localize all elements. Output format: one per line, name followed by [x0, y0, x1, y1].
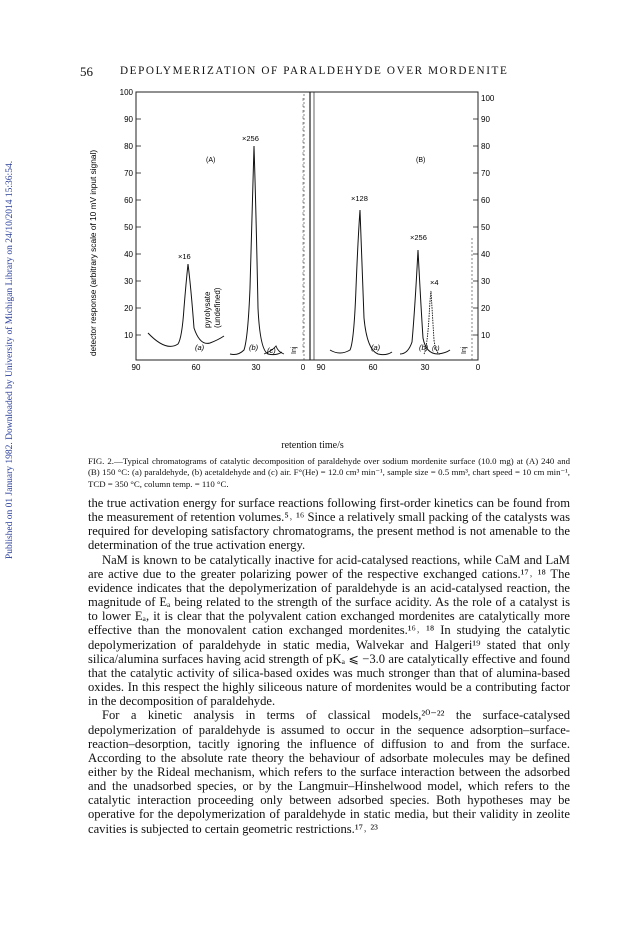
- trace-A-peak-b: [230, 146, 282, 355]
- inj-label-B: Inj: [461, 346, 468, 354]
- y-tick-right-100: 100: [481, 94, 495, 103]
- inj-label-A: Inj: [291, 346, 298, 354]
- y-tick-right-70: 70: [481, 169, 490, 178]
- trace-B-peak-a: [330, 210, 392, 355]
- x-tick-right-30: 30: [420, 363, 430, 372]
- trace-B-peak-b: [400, 250, 450, 354]
- peak-label-A-c: (c): [267, 346, 276, 355]
- x-tick-right-60: 60: [368, 363, 378, 372]
- multiplier-B-c: ×4: [430, 278, 439, 287]
- paragraph-1: the true activation energy for surface reactions following first-order kinetics can be found from the measurement of retention volumes.⁵˒ ¹⁶ Since a relatively small packing of the catalysts was required for developing satisfactory chromatograms, the present method is not amenable to the determination of the true activation energy.: [88, 496, 570, 553]
- plot-frame: [136, 92, 478, 360]
- multiplier-B-b: ×256: [410, 233, 427, 242]
- y-tick-90: 90: [124, 115, 133, 124]
- peak-label-B-b: (b): [419, 343, 429, 352]
- y-tick-right-50: 50: [481, 223, 490, 232]
- y-tick-60: 60: [124, 196, 133, 205]
- x-tick-left-90: 90: [131, 363, 141, 372]
- pyrolysate-note: (undefined): [213, 287, 222, 328]
- peak-label-A-a: (a): [195, 343, 205, 352]
- y-tick-right-30: 30: [481, 277, 490, 286]
- peak-label-B-c: (c): [432, 345, 440, 352]
- chromatogram-figure: [88, 88, 508, 438]
- pyrolysate-label: pyrolysate: [203, 291, 212, 328]
- x-tick-left-0: 0: [300, 363, 306, 372]
- y-tick-80: 80: [124, 142, 133, 151]
- figure-caption: FIG. 2.—Typical chromatograms of catalytic decomposition of paraldehyde over sodium mordenite surface (10.0 mg) at (A) 240 and (B) 150 °C: (a) paraldehyde, (b) acetaldehyde and (c) air. F°(He) = 12.0 cm³ min⁻¹, sample size = 0.5 mm³, chart speed = 10 cm min⁻¹, TCD = 350 °C, column temp. = 110 °C.: [88, 456, 570, 489]
- y-axis-label: detector response (arbitrary scale of 10 mV input signal): [88, 149, 98, 357]
- x-axis-label: retention time/s: [281, 440, 344, 451]
- download-watermark: [2, 80, 18, 640]
- download-note: Published on 01 January 1982. Downloaded by University of Michigan Library on 24/10/2014 15:36:54.: [5, 160, 15, 560]
- paragraph-2: NaM is known to be catalytically inactive for acid-catalysed reactions, while CaM and LaM are active due to the greater polarizing power of the respective exchanged cations.¹⁷˒ ¹⁸ The evidence indicates that the depolymerization of paraldehyde is an acid-catalysed reaction, the magnitude of Eₐ being related to the strength of the surface acidity. As the role of a catalyst is to lower Eₐ, it is clear that the polyvalent cation exchanged mordenites are catalytically more effective than the monovalent cation exchanged mordenites.¹⁶˒ ¹⁸ In studying the catalytic depolymerization of paraldehyde in static media, Walvekar and Halgeri¹⁹ stated that only silica/alumina surfaces having acid strength of pKₐ ⩽ −3.0 are catalytically effective and found that the catalytic activity of silica-based oxides was much stronger than that of alumina-based oxides. In this respect the highly siliceous nature of mordenites would be a contributing factor in the decomposition of paraldehyde.: [88, 552, 570, 709]
- y-tick-70: 70: [124, 169, 133, 178]
- peak-label-B-a: (a): [371, 343, 381, 352]
- y-tick-right-60: 60: [481, 196, 490, 205]
- y-tick-20: 20: [124, 304, 133, 313]
- page-header: [80, 64, 565, 84]
- page-number: 56: [80, 64, 93, 79]
- y-tick-40: 40: [124, 250, 133, 259]
- x-tick-right-90: 90: [316, 363, 326, 372]
- multiplier-A-a: ×16: [178, 252, 191, 261]
- y-tick-50: 50: [124, 223, 133, 232]
- panel-a-label: (A): [206, 157, 216, 164]
- x-tick-right-0: 0: [475, 363, 481, 372]
- multiplier-B-a: ×128: [351, 194, 368, 203]
- x-tick-left-30: 30: [251, 363, 261, 372]
- y-ticks-left: [136, 119, 478, 335]
- y-tick-right-10: 10: [481, 331, 490, 340]
- panel-b-label: (B): [416, 157, 426, 164]
- y-tick-10: 10: [124, 331, 133, 340]
- running-title: DEPOLYMERIZATION OF PARALDEHYDE OVER MORDENITE: [120, 65, 509, 77]
- y-tick-right-80: 80: [481, 142, 490, 151]
- y-tick-right-20: 20: [481, 304, 490, 313]
- peak-label-A-b: (b): [249, 343, 259, 352]
- paragraph-3: For a kinetic analysis in terms of classical models,²⁰⁻²² the surface-catalysed depolymerization of paraldehyde is assumed to occur in the sequence adsorption–surface-reaction–desorption, tacitly ignoring the influence of diffusion to and from the surface. According to the absolute rate theory the behaviour of adsorbate molecules may be defined either by the Rideal mechanism, which refers to the surface interaction between the adsorbed and the unadsorbed species, or by the Langmuir–Hinshelwood model, which refers to the catalytic interaction proceeding only between adsorbed species. Both hypotheses may be operative for the depolymerization of paraldehyde in static media, but their validity in zeolite cavities is subjected to certain geometric restrictions.¹⁷˒ ²³: [88, 708, 570, 836]
- multiplier-A-b: ×256: [242, 134, 259, 143]
- y-tick-30: 30: [124, 277, 133, 286]
- y-tick-100: 100: [119, 88, 133, 97]
- y-tick-right-90: 90: [481, 115, 490, 124]
- x-tick-left-60: 60: [191, 363, 201, 372]
- y-tick-right-40: 40: [481, 250, 490, 259]
- body-text: [88, 496, 570, 836]
